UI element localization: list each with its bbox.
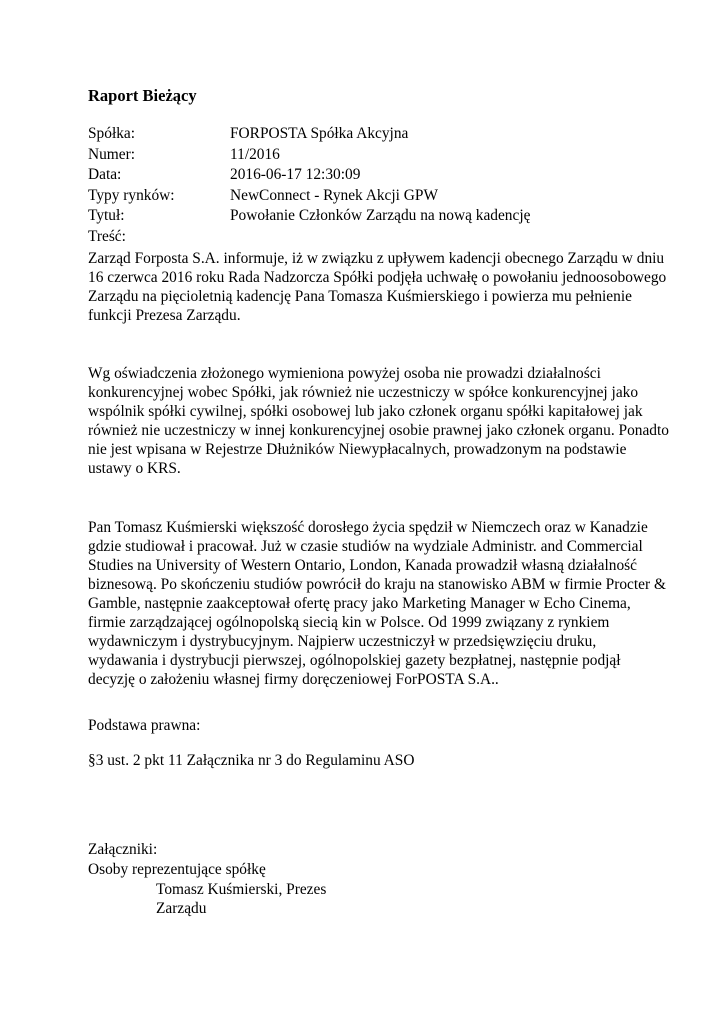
text-line: Studies na University of Western Ontario, London, Kanada prowadził własną działalność (88, 557, 637, 574)
meta-label: Spółka: (88, 125, 136, 142)
meta-row-content (88, 227, 648, 248)
report-metadata (88, 124, 648, 248)
text-line: decyzję o założeniu własnej firmy doręczeniowej ForPOSTA S.A.. (88, 671, 499, 688)
text-line: wspólnik spółki cywilnej, spółki osobowej lub jako członek organu spółki kapitałowej jak (88, 403, 643, 420)
text-line: 16 czerwca 2016 roku Rada Nadzorcza Spółki podjęła uchwałę o powołaniu jednoosobowego (88, 269, 667, 286)
meta-row-number (88, 145, 648, 166)
meta-value: NewConnect - Rynek Akcji GPW (230, 186, 438, 204)
legal-basis-label: Podstawa prawna: (88, 717, 201, 734)
signer-block (156, 880, 326, 918)
meta-value: 11/2016 (230, 145, 280, 163)
meta-value: FORPOSTA Spółka Akcyjna (230, 125, 409, 142)
meta-label: Typy rynków: (88, 186, 175, 204)
meta-label: Tytuł: (88, 207, 125, 225)
signer-name: Tomasz Kuśmierski, Prezes (156, 881, 327, 898)
paragraph-declaration (88, 364, 669, 478)
signer-role: Zarządu (156, 900, 207, 917)
meta-row-market-types (88, 186, 648, 207)
text-line: ustawy o KRS. (88, 460, 181, 477)
meta-row-date (88, 165, 648, 186)
attachments-label: Załączniki: (88, 841, 158, 858)
text-line: funkcji Prezesa Zarządu. (88, 307, 241, 324)
text-line: konkurencyjnej wobec Spółki, jak również nie uczestniczy w spółce konkurencyjnej jako (88, 384, 639, 401)
paragraph-board-appointment (88, 249, 667, 325)
meta-label: Numer: (88, 145, 136, 163)
meta-row-subject (88, 206, 648, 227)
text-line: gdzie studiował i pracował. Już w czasie studiów na wydziale Administr. and Commercial (88, 538, 643, 555)
text-line: wydawniczym i dystrybucyjnym. Najpierw uczestniczył w przedsięwzięciu druku, (88, 633, 597, 650)
text-line: Wg oświadczenia złożonego wymieniona powyżej osoba nie prowadzi działalności (88, 365, 601, 382)
meta-row-company (88, 124, 648, 145)
text-line: wydawania i dystrybucji pierwszej, ogólnopolskiej gazety bezpłatnej, następnie podjął (88, 652, 621, 669)
paragraph-biography (88, 518, 666, 689)
meta-label: Treść: (88, 227, 126, 245)
text-line: również nie uczestniczy w innej konkurencyjnej osobie prawnej jako członek organu. Ponadto (88, 422, 669, 439)
text-line: Zarząd Forposta S.A. informuje, iż w związku z upływem kadencji obecnego Zarządu w dniu (88, 250, 665, 267)
text-line: Gamble, następnie zaakceptował ofertę pracy jako Marketing Manager w Echo Cinema, (88, 595, 631, 612)
meta-label: Data: (88, 166, 122, 184)
legal-basis-text: §3 ust. 2 pkt 11 Załącznika nr 3 do Regulaminu ASO (88, 752, 415, 769)
meta-value: Powołanie Członków Zarządu na nową kadencję (230, 207, 531, 225)
representatives-label: Osoby reprezentujące spółkę (88, 861, 266, 878)
page-title: Raport Bieżący (88, 86, 197, 105)
text-line: Zarządu na pięcioletnią kadencję Pana Tomasza Kuśmierskiego i powierza mu pełnienie (88, 288, 632, 305)
text-line: firmie zarządzającej ogólnopolską siecią kin w Polsce. Od 1999 związany z rynkiem (88, 614, 610, 631)
meta-value: 2016-06-17 12:30:09 (230, 166, 361, 184)
text-line: biznesową. Po skończeniu studiów powrócił do kraju na stanowisko ABM w firmie Procter & (88, 576, 666, 593)
text-line: nie jest wpisana w Rejestrze Dłużników Niewypłacalnych, prowadzonym na podstawie (88, 441, 627, 458)
text-line: Pan Tomasz Kuśmierski większość dorosłego życia spędził w Niemczech oraz w Kanadzie (88, 519, 648, 536)
